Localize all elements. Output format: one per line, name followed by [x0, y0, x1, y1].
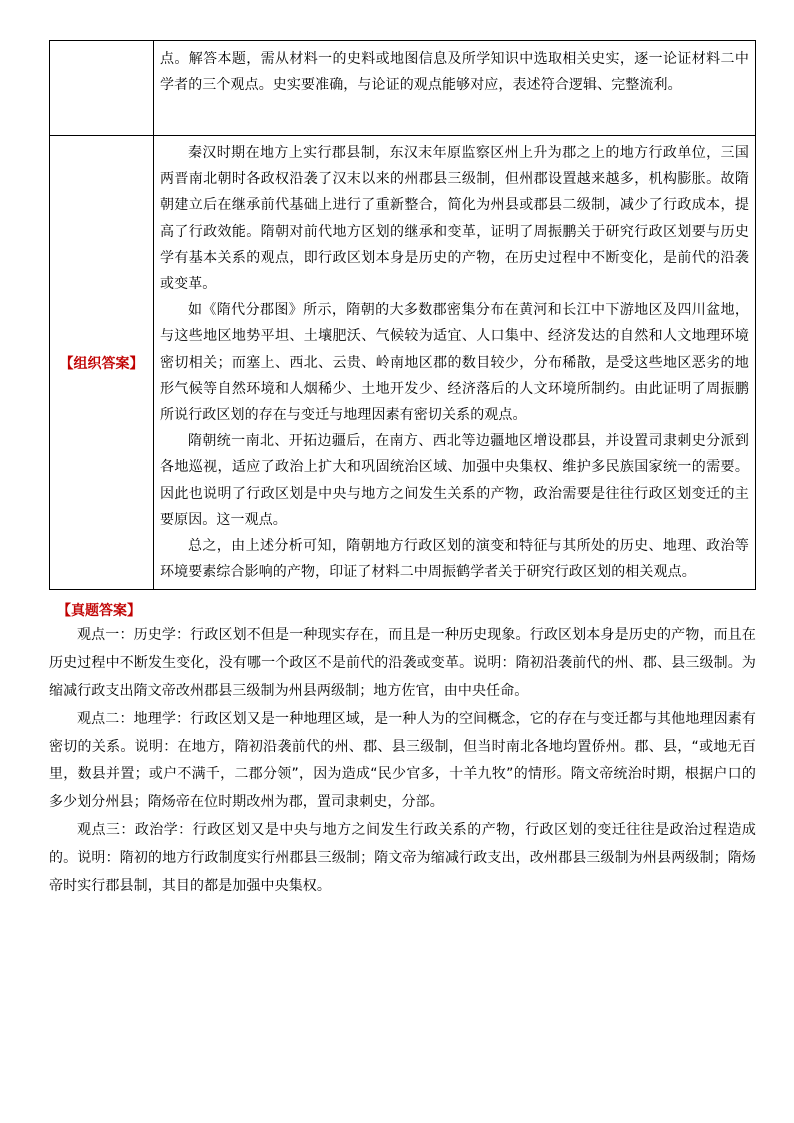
answer-table: [49, 40, 756, 590]
organize-content-cell: [154, 136, 756, 590]
table-row: [50, 41, 756, 136]
organize-paragraph: 隋朝统一南北、开拓边疆后，在南方、西北等边疆地区增设郡县，并设置司隶刺史分派到各地巡视，适应了政治上扩大和巩固统治区域、加强中央集权、维护多民族国家统一的需要。因此也说明了行政区划是中央与地方之间发生关系的产物，政治需要是往往行政区划变迁的主要原因。这一观点。: [160, 433, 749, 528]
organize-paragraph: 总之，由上述分析可知，隋朝地方行政区划的演变和特征与其所处的历史、地理、政治等环境要素综合影响的产物，印证了材料二中周振鹤学者关于研究行政区划的相关观点。: [160, 538, 749, 581]
analysis-continuation: 点。解答本题，需从材料一的史料或地图信息及所学知识中选取相关史实，逐一论证材料二中学者的三个观点。史实要准确，与论证的观点能够对应，表述符合逻辑、完整流利。: [160, 51, 749, 94]
real-answer-label: 【真题答案】: [57, 603, 141, 620]
real-answer-section: [49, 600, 756, 900]
organize-paragraph: 如《隋代分郡图》所示，隋朝的大多数郡密集分布在黄河和长江中下游地区及四川盆地，与这些地区地势平坦、土壤肥沃、气候较为适宜、人口集中、经济发达的自然和人文地理环境密切相关；而塞上、西北、云贵、岭南地区郡的数目较少，分布稀散，是受这些地区恶劣的地形气候等自然环境和人烟稀少、土地开发少、经济落后的人文环境所制约。由此证明了周振鹏所说行政区划的存在与变迁与地理因素有密切关系的观点。: [160, 302, 749, 424]
viewpoint-paragraph: 观点三：政治学：行政区划又是中央与地方之间发生行政关系的产物，行政区划的变迁往往是政治过程造成的。说明：隋初的地方行政制度实行州郡县三级制；隋文帝为缩减行政支出，改州郡县三级制为州县两级制；隋炀帝时实行郡县制，其目的都是加强中央集权。: [49, 822, 756, 894]
empty-label-cell: [50, 41, 154, 136]
organize-paragraph: 秦汉时期在地方上实行郡县制，东汉末年原监察区州上升为郡之上的地方行政单位，三国两晋南北朝时各政权沿袭了汉末以来的州郡县三级制，但州郡设置越来越多，机构膨胀。故隋朝建立后在继承前代基础上进行了重新整合，简化为州县或郡县二级制，减少了行政成本，提高了行政效能。隋朝对前代地方区划的继承和变革，证明了周振鹏关于研究行政区划要与历史学有基本关系的观点，即行政区划本身是历史的产物，在历史过程中不断变化，是前代的沿袭或变革。: [160, 145, 749, 293]
organize-label-cell: [50, 136, 154, 590]
content-cell: [154, 41, 756, 136]
organize-answer-label: 【组织答案】: [59, 355, 144, 372]
viewpoint-paragraph: 观点一：历史学：行政区划不但是一种现实存在，而且是一种历史现象。行政区划本身是历史的产物，而且在历史过程中不断发生变化，没有哪一个政区不是前代的沿袭或变革。说明：隋初沿袭前代的州、郡、县三级制。为缩减行政支出隋文帝改州郡县三级制为州县两级制；地方佐官，由中央任命。: [49, 627, 756, 700]
page: [49, 40, 756, 900]
viewpoint-paragraph: 观点二：地理学：行政区划又是一种地理区域，是一种人为的空间概念，它的存在与变迁都与其他地理因素有密切的关系。说明：在地方，隋初沿袭前代的州、郡、县三级制，但当时南北各地均置侨州。郡、县，“或地无百里，数县并置；或户不满千，二郡分领”，因为造成“民少官多，十羊九牧”的情形。隋文帝统治时期，根据户口的多少划分州县；隋炀帝在位时期改州为郡，置司隶刺史，分部。: [49, 710, 756, 811]
table-row: [50, 136, 756, 590]
